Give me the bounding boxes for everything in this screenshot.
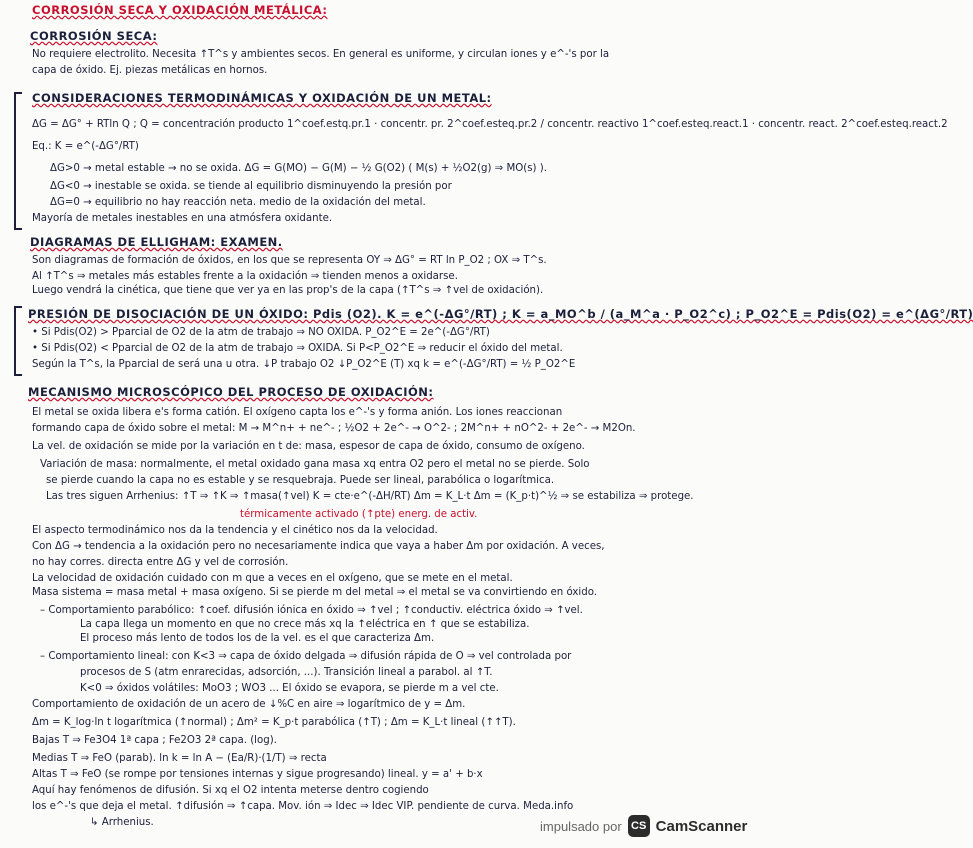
note-line: PRESIÓN DE DISOCIACIÓN DE UN ÓXIDO: Pdis (O2). K = e^(-ΔG°/RT) ; K = a_MO^b / (a_M^a · P_O2^c) ; P_O2^E = Pdis(O2) = e^(ΔG°/RT) (28, 307, 973, 321)
note-line: Medias T ⇒ FeO (parab). ln k = ln A − (Ea/R)·(1/T) ⇒ recta (32, 753, 327, 764)
note-line: ↳ Arrhenius. (90, 817, 154, 828)
note-line: DIAGRAMAS DE ELLIGHAM: EXAMEN. (30, 235, 283, 249)
note-line: No requiere electrolito. Necesita ↑T^s y ambientes secos. En general es uniforme, y circulan iones y e^-'s por la (32, 49, 610, 60)
watermark-brand: CamScanner (655, 817, 748, 835)
note-line: Al ↑T^s ⇒ metales más estables frente a la oxidación ⇒ tienden menos a oxidarse. (32, 271, 458, 282)
note-line: Variación de masa: normalmente, el metal oxidado gana masa xq entra O2 pero el metal no se pierde. Solo (40, 459, 590, 470)
note-line: La vel. de oxidación se mide por la variación en t de: masa, espesor de capa de óxido, consumo de oxígeno. (32, 441, 585, 452)
note-line: Las tres siguen Arrhenius: ↑T ⇒ ↑K ⇒ ↑masa(↑vel) K = cte·e^(-ΔH/RT) Δm = K_L·t Δm = (K_p·t)^½ ⇒ se estabiliza ⇒ protege. (46, 491, 694, 502)
note-line: – Comportamiento parabólico: ↑coef. difusión iónica en óxido ⇒ ↑vel ; ↑conductiv. eléctrica óxido ⇒ ↑vel. (40, 605, 583, 616)
note-line: CORROSIÓN SECA Y OXIDACIÓN METÁLICA: (32, 3, 328, 17)
note-line: se pierde cuando la capa no es estable y se resquebraja. Puede ser lineal, parabólica o logarítmica. (46, 475, 555, 486)
note-line: El aspecto termodinámico nos da la tendencia y el cinético nos da la velocidad. (32, 525, 438, 536)
note-line: ΔG>0 → metal estable → no se oxida. ΔG = G(MO) − G(M) − ½ G(O2) ( M(s) + ½O2(g) ⇒ MO(s) ). (50, 163, 547, 174)
note-line: los e^-'s que deja el metal. ↑difusión ⇒ ↑capa. Mov. ión ⇒ Idec ⇒ Idec VIP. pendiente de curva. Meda.info (32, 801, 574, 812)
watermark-prefix: impulsado por (540, 818, 622, 834)
note-line: Eq.: K = e^(-ΔG°/RT) (32, 141, 139, 152)
note-line: CONSIDERACIONES TERMODINÁMICAS Y OXIDACIÓN DE UN METAL: (32, 91, 492, 105)
note-line: ΔG=0 → equilibrio no hay reacción neta. medio de la oxidación del metal. (50, 197, 426, 208)
note-line: CORROSIÓN SECA: (30, 29, 158, 43)
note-line: Altas T ⇒ FeO (se rompe por tensiones internas y sigue progresando) lineal. y = a' + b·x (32, 769, 483, 780)
note-line: El metal se oxida libera e's forma catión. El oxígeno capta los e^-'s y forma anión. Los iones reaccionan (32, 407, 563, 418)
note-line: formando capa de óxido sobre el metal: M → M^n+ + ne^- ; ½O2 + 2e^- → O^2- ; 2M^n+ + nO^2- + 2e^- → M2On. (32, 423, 636, 434)
note-line: • Si Pdis(O2) < Pparcial de O2 de la atm de trabajo ⇒ OXIDA. Si P<P_O2^E ⇒ reducir el óxido del metal. (32, 343, 563, 354)
note-line: Aquí hay fenómenos de difusión. Si xq el O2 intenta meterse dentro cogiendo (32, 785, 429, 796)
note-line: Son diagramas de formación de óxidos, en los que se representa OY ⇒ ΔG° = RT ln P_O2 ; OX ⇒ T^s. (32, 255, 547, 266)
note-line: Mayoría de metales inestables en una atmósfera oxidante. (32, 213, 333, 224)
note-line: MECANISMO MICROSCÓPICO DEL PROCESO DE OXIDACIÓN: (28, 385, 434, 399)
note-line: K<0 ⇒ óxidos volátiles: MoO3 ; WO3 ... El óxido se evapora, se pierde m a vel cte. (80, 683, 499, 694)
note-line: – Comportamiento lineal: con K<3 ⇒ capa de óxido delgada ⇒ difusión rápida de O ⇒ vel controlada por (40, 651, 572, 662)
bracket-pressure (14, 306, 22, 376)
note-line: Δm = K_log·ln t logarítmica (↑normal) ; Δm² = K_p·t parabólica (↑T) ; Δm = K_L·t lineal (↑↑T). (32, 717, 516, 728)
note-line: El proceso más lento de todos los de la vel. es el que caracteriza Δm. (80, 633, 435, 644)
note-line: no hay corres. directa entre ΔG y vel de corrosión. (32, 557, 289, 568)
note-line: Luego vendrá la cinética, que tiene que ver ya en las prop's de la capa (↑T^s ⇒ ↑vel de oxidación). (32, 285, 544, 296)
camscanner-logo-icon: CS (628, 815, 650, 837)
note-line: Según la T^s, la Pparcial de será una u otra. ↓P trabajo O2 ↓P_O2^E (T) xq k = e^(-ΔG°/RT) = ½ P_O2^E (32, 359, 576, 370)
note-line: Bajas T ⇒ Fe3O4 1ª capa ; Fe2O3 2ª capa. (log). (32, 735, 277, 746)
note-line: Masa sistema = masa metal + masa oxígeno. Si se pierde m del metal ⇒ el metal se va convirtiendo en óxido. (32, 587, 598, 598)
note-line: La velocidad de oxidación cuidado con m que a veces en el oxígeno, que se mete en el metal. (32, 573, 513, 584)
note-line: Con ΔG → tendencia a la oxidación pero no necesariamente indica que vaya a haber Δm por oxidación. A veces, (32, 541, 605, 552)
bracket-thermo (14, 92, 22, 230)
note-line: capa de óxido. Ej. piezas metálicas en hornos. (32, 65, 268, 76)
note-line: térmicamente activado (↑pte) energ. de activ. (240, 509, 478, 520)
note-line: • Si Pdis(O2) > Pparcial de O2 de la atm de trabajo ⇒ NO OXIDA. P_O2^E = 2e^(-ΔG°/RT) (32, 327, 490, 338)
note-line: Comportamiento de oxidación de un acero de ↓%C en aire ⇒ logarítmico de y = Δm. (32, 699, 466, 710)
camscanner-watermark (540, 812, 747, 840)
note-line: procesos de S (atm enrarecidas, adsorción, ...). Transición lineal a parabol. al ↑T. (80, 667, 493, 678)
note-line: ΔG<0 → inestable se oxida. se tiende al equilibrio disminuyendo la presión por (50, 181, 452, 192)
note-line: ΔG = ΔG° + RTln Q ; Q = concentración producto 1^coef.estq.pr.1 · concentr. pr. 2^coef.esteq.pr.2 / concentr. reactivo 1^coef.esteq.react.1 · concentr. react. 2^coef.esteq.react.2 (32, 119, 948, 130)
note-line: La capa llega un momento en que no crece más xq la ↑eléctrica en ↑ que se estabiliza. (80, 619, 530, 630)
